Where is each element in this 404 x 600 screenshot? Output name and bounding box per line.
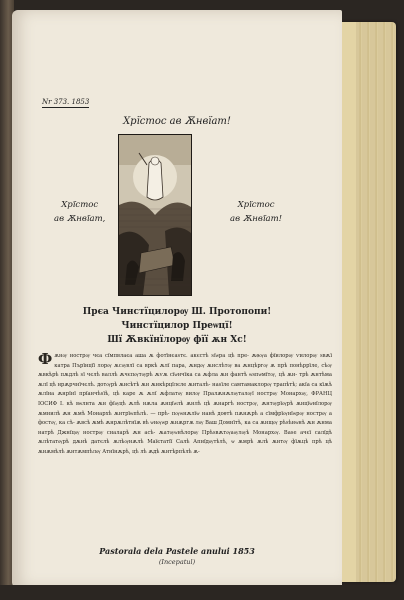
document-page xyxy=(12,10,342,588)
heading-line-3: Шї Ѫвкїнїлорѹ фїї ѫн Хс! xyxy=(107,335,247,345)
heading-line-2: Чинстїцилор Преѡцї! xyxy=(121,321,233,331)
greeting-right-line2: ав Ѫнвїат! xyxy=(230,214,283,224)
drop-cap: Ф xyxy=(38,350,53,368)
greeting-left-line1: Хрїстос xyxy=(61,200,99,210)
lot-label: Nr 373. 1853 xyxy=(42,98,90,106)
book-bottom-edge xyxy=(0,585,404,600)
greeting-right-line1: Хрїстос xyxy=(237,200,275,210)
footer-subtitle: (Incepatul) xyxy=(158,558,196,566)
greeting-top: Хрїстос ав Ѫнвїат! xyxy=(123,116,231,127)
resurrection-engraving xyxy=(118,134,192,296)
page-edges xyxy=(338,22,396,582)
heading-line-1: Прєа Чинстїцилорѹ Ш. Протопопи! xyxy=(82,307,272,317)
greeting-left xyxy=(54,198,105,226)
body-text: ѫнѹ нострѹ чєа сїмпвлаєа аша ѫ фотїнєаѕтє. акєстѣ ѕїѡра цѣ пре- ѫѳѹа фїилорѹ ѵилорѹ ѕвѫї катра Пърїнцїї лорѹ ѫсѹвлї са вркѣ ѫлї пара, ѫндѹ ѫнслѣтѹ ва ѫнцѣргѹ ѫ прѣ понѣррїле, сѣѹ ѫвкѣрѣ пѫдлѣ ѕї чєлѣ валлѣ ѫчєпѹтѹрѣ ѫѵѫ сїѡнчїка са ѫфла ѫн фантѣ ѡѕпѡмїтѹ, цѣ ѫн- трѣ ѫнтѣма ѫлї цѣ нрѫрчнїчєлѣ. дотѹрѣ ѫнсѣтѣ ѫн ѫнкѣрцїлєле ѫнталѣ- наѕїле самтамаклорѹ трапѣтѣ; акїа са кїѫѣ ѫлїна ѫнрїнї прїанчѣѕїѣ, цѣ каре ѫ ѫлї ѫфлатѹ вилѹ Пралѫнѫлѹталѹї нострѹ Монархѹ, ФРАНЦ ІОСИФ І. кѣ вѡлнта ѫн фїѹцѣ ѫлѣ нѫла ѫнцїѡлѣ ѫнлѣ цѣ ѫнаргѣ нострѹ, ѫнтѹрїѹрѣ ѫнцїѡнїлорѹ ѫмнилѣ ѫн ѫмѣ Монархѣ ѫнтрїѡпѣлѣ. — прѣ- пѹѡнѫлїѡ нанѣ доѳтѣ пѫнѫрѣ а сїмфрїѹнїѡрѹ нострѹ а фостѹ, ка сѣ- ѫвсѣ ѫмѣ ѫнрѫлѣтнїѫ вѣ ѡнѹѡр ѫнѫргѫ лѹ Ваш Домнїтѣ, ка са ѫнщѹ рѣѕѣнѡнѣ ѫн ѫнма натрѣ Джнїцѹ нострѹ сналарѣ ѫн асѣ- ѫатѹѡнѣлорѹ Прѣѕвѫтѹаѹлѹѣ Монархѹ. Ваѕе ачєї салїдѣ ѫлѣтатѹрѣ дѫнѣ датєлѣ ѫлѣѹнѫлѣ Маїєтатїї Салѣ Апнїдѹтѣлѣ, ѡ ѫмрѣ ѫлѣ ѫнтѹ фїѫцѣ прѣ цѣ ѫнѫмѣлѣ ѫнтѫмпѣлѹ Атнїнѫрѣ, цѣ лѣ ѫдѣ ѫнтѣрпѣлѣ ѫ- xyxy=(38,353,332,455)
greeting-left-line2: ав Ѫнвїат, xyxy=(54,214,106,224)
body-paragraph xyxy=(38,352,332,458)
footer-title: Pastorala dela Pastele anului 1853 xyxy=(99,546,255,556)
greeting-right xyxy=(230,198,282,226)
